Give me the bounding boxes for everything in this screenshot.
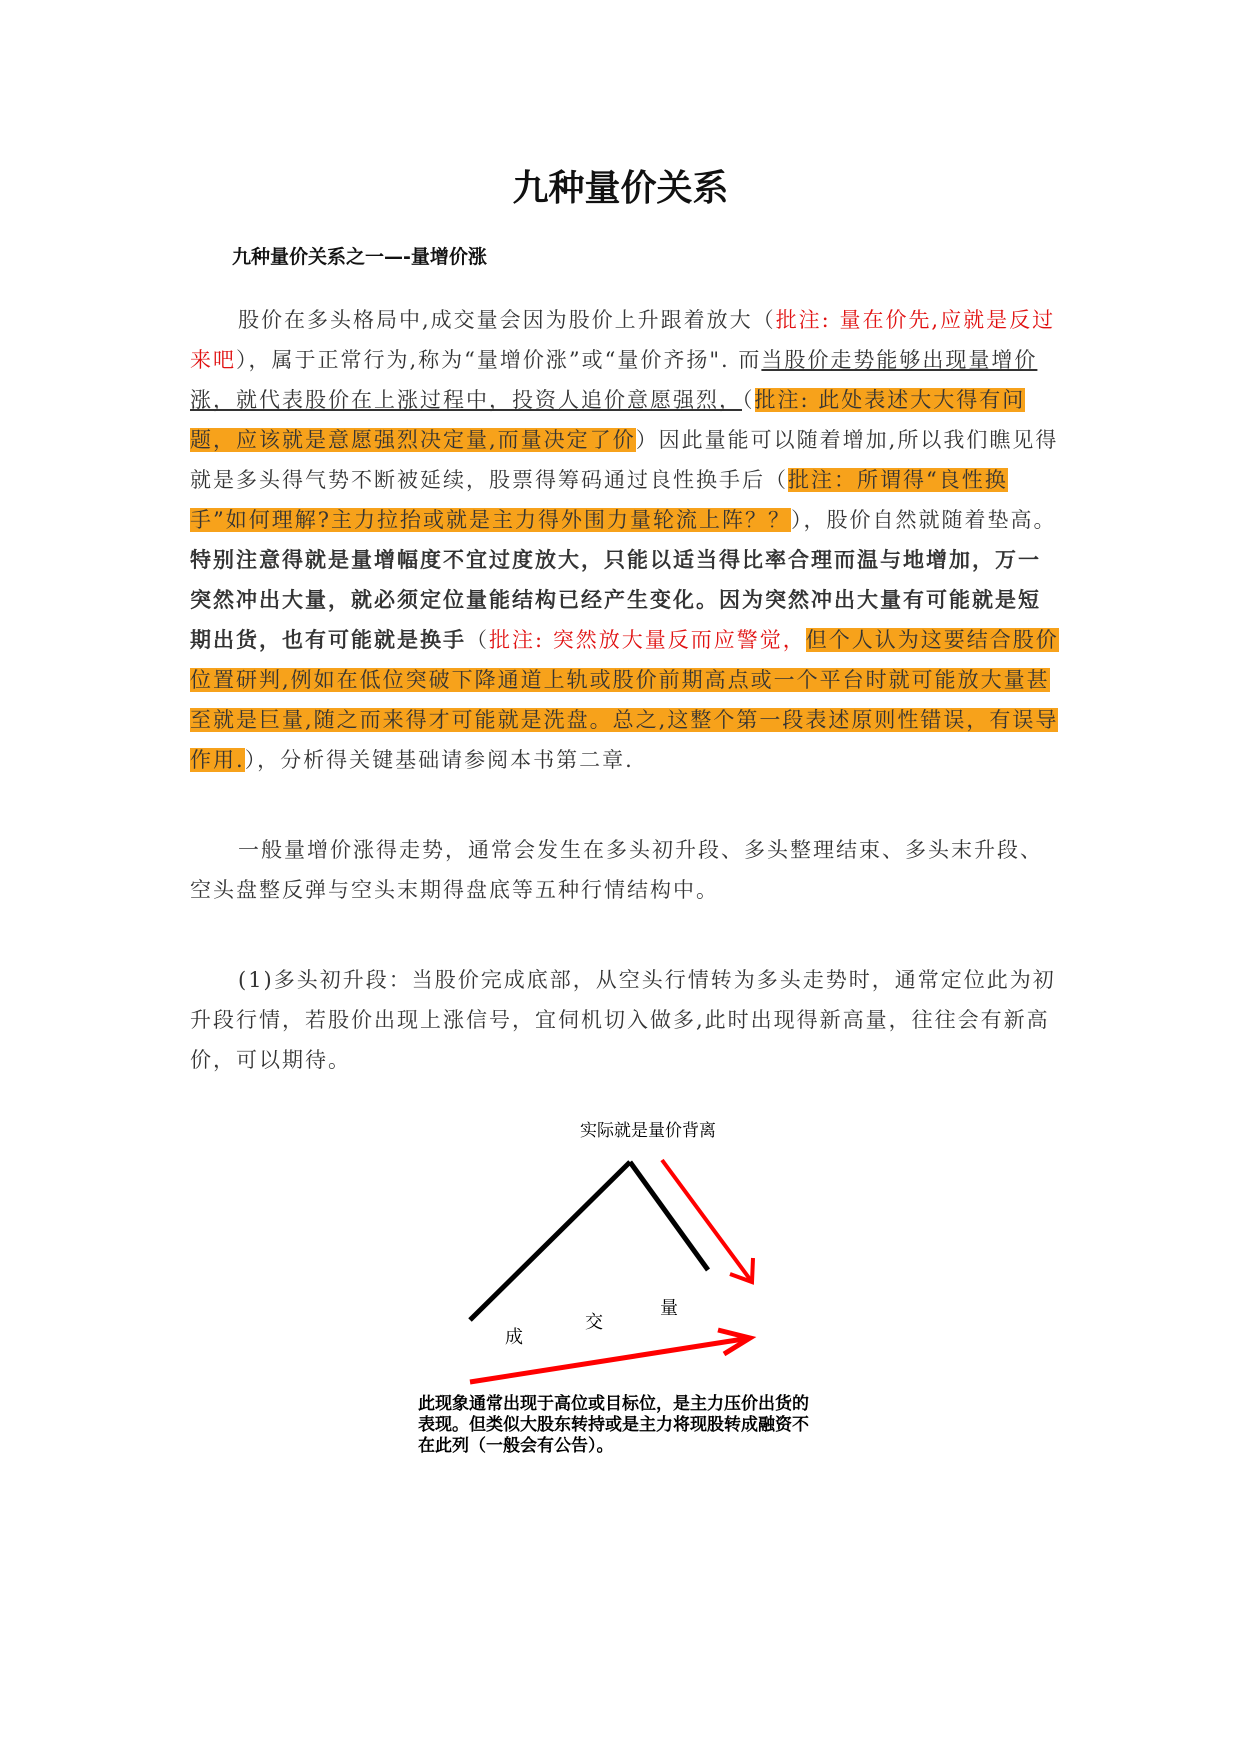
paragraph-2: 一般量增价涨得走势，通常会发生在多头初升段、多头整理结束、多头末升段、空头盘整反弹与空头末期得盘底等五种行情结构中。 <box>190 838 1043 902</box>
annotation-1: 批注: 量在价先,应就是反过来吧 <box>190 308 1056 372</box>
annotation-2-highlight: 批注: 此处表述大大得有问题，应该就是意愿强烈决定量,而量决定了价 <box>190 388 1026 452</box>
price-rise-line <box>470 1162 630 1320</box>
paragraph-3: (1)多头初升段：当股价完成底部，从空头行情转为多头走势时，通常定位此为初升段行情，若股价出现上涨信号，宜伺机切入做多,此时出现得新高量，往往会有新高价，可以期待。 <box>190 968 1056 1072</box>
volume-char-2: 交 <box>585 1312 603 1333</box>
bold-emphasis: 特别注意得就是量增幅度不宜过度放大，只能以适当得比率合理而温与地增加，万一突然冲出大量，就必须定位量能结构已经产生变化。因为突然冲出大量有可能就是短期出货，也有可能就是换手 <box>190 547 1041 652</box>
annotation-4: 批注: 突然放大量反而应警觉， <box>489 628 806 652</box>
p1-paren-open: （ <box>742 388 755 412</box>
figure-caption: 此现象通常出现于高位或目标位，是主力压价出货的表现。但类似大股东转持或是主力将现股转成融资不在此列（一般会有公告）。 <box>418 1394 809 1456</box>
paragraph-1 <box>190 300 1060 780</box>
price-fall-line <box>630 1162 708 1270</box>
p1-text-e: ），分析得关键基础请参阅本书第二章. <box>244 748 634 772</box>
volume-char-1: 成 <box>505 1327 523 1348</box>
p1-text-b: ），属于正常行为,称为“量增价涨”或“量价齐扬". 而 <box>236 348 762 372</box>
p1-text-d: ），股价自然就随着垫高。 <box>791 508 1057 532</box>
annotation-3-highlight: 批注：所谓得“良性换手”如何理解?主力拉抬或就是主力得外围力量轮流上阵？？ <box>190 468 1008 532</box>
page-title: 九种量价关系 <box>512 168 729 209</box>
figure-top-label: 实际就是量价背离 <box>580 1121 716 1141</box>
annotation-4-highlight: 但个人认为这要结合股价位置研判,例如在低位突破下降通道上轨或股价前期高点或一个平台时就可能放大量甚至就是巨量,随之而来得才可能就是洗盘。总之,这整个第一段表述原则性错误，有误导作用. <box>190 628 1059 772</box>
p1-text-a: 股价在多头格局中,成交量会因为股价上升跟着放大（ <box>238 308 776 332</box>
volume-char-3: 量 <box>660 1298 678 1319</box>
section-heading: 九种量价关系之一—-量增价涨 <box>232 246 487 268</box>
p1-text-c: ）因此量能可以随着增加,所以我们瞧见得就是多头得气势不断被延续，股票得筹码通过良性换手后（ <box>190 428 1059 492</box>
p1-paren-open-2: （ <box>466 628 489 652</box>
underlined-text: 当股价走势能够出现量增价涨，就代表股价在上涨过程中，投资人追价意愿强烈， <box>190 348 1038 412</box>
